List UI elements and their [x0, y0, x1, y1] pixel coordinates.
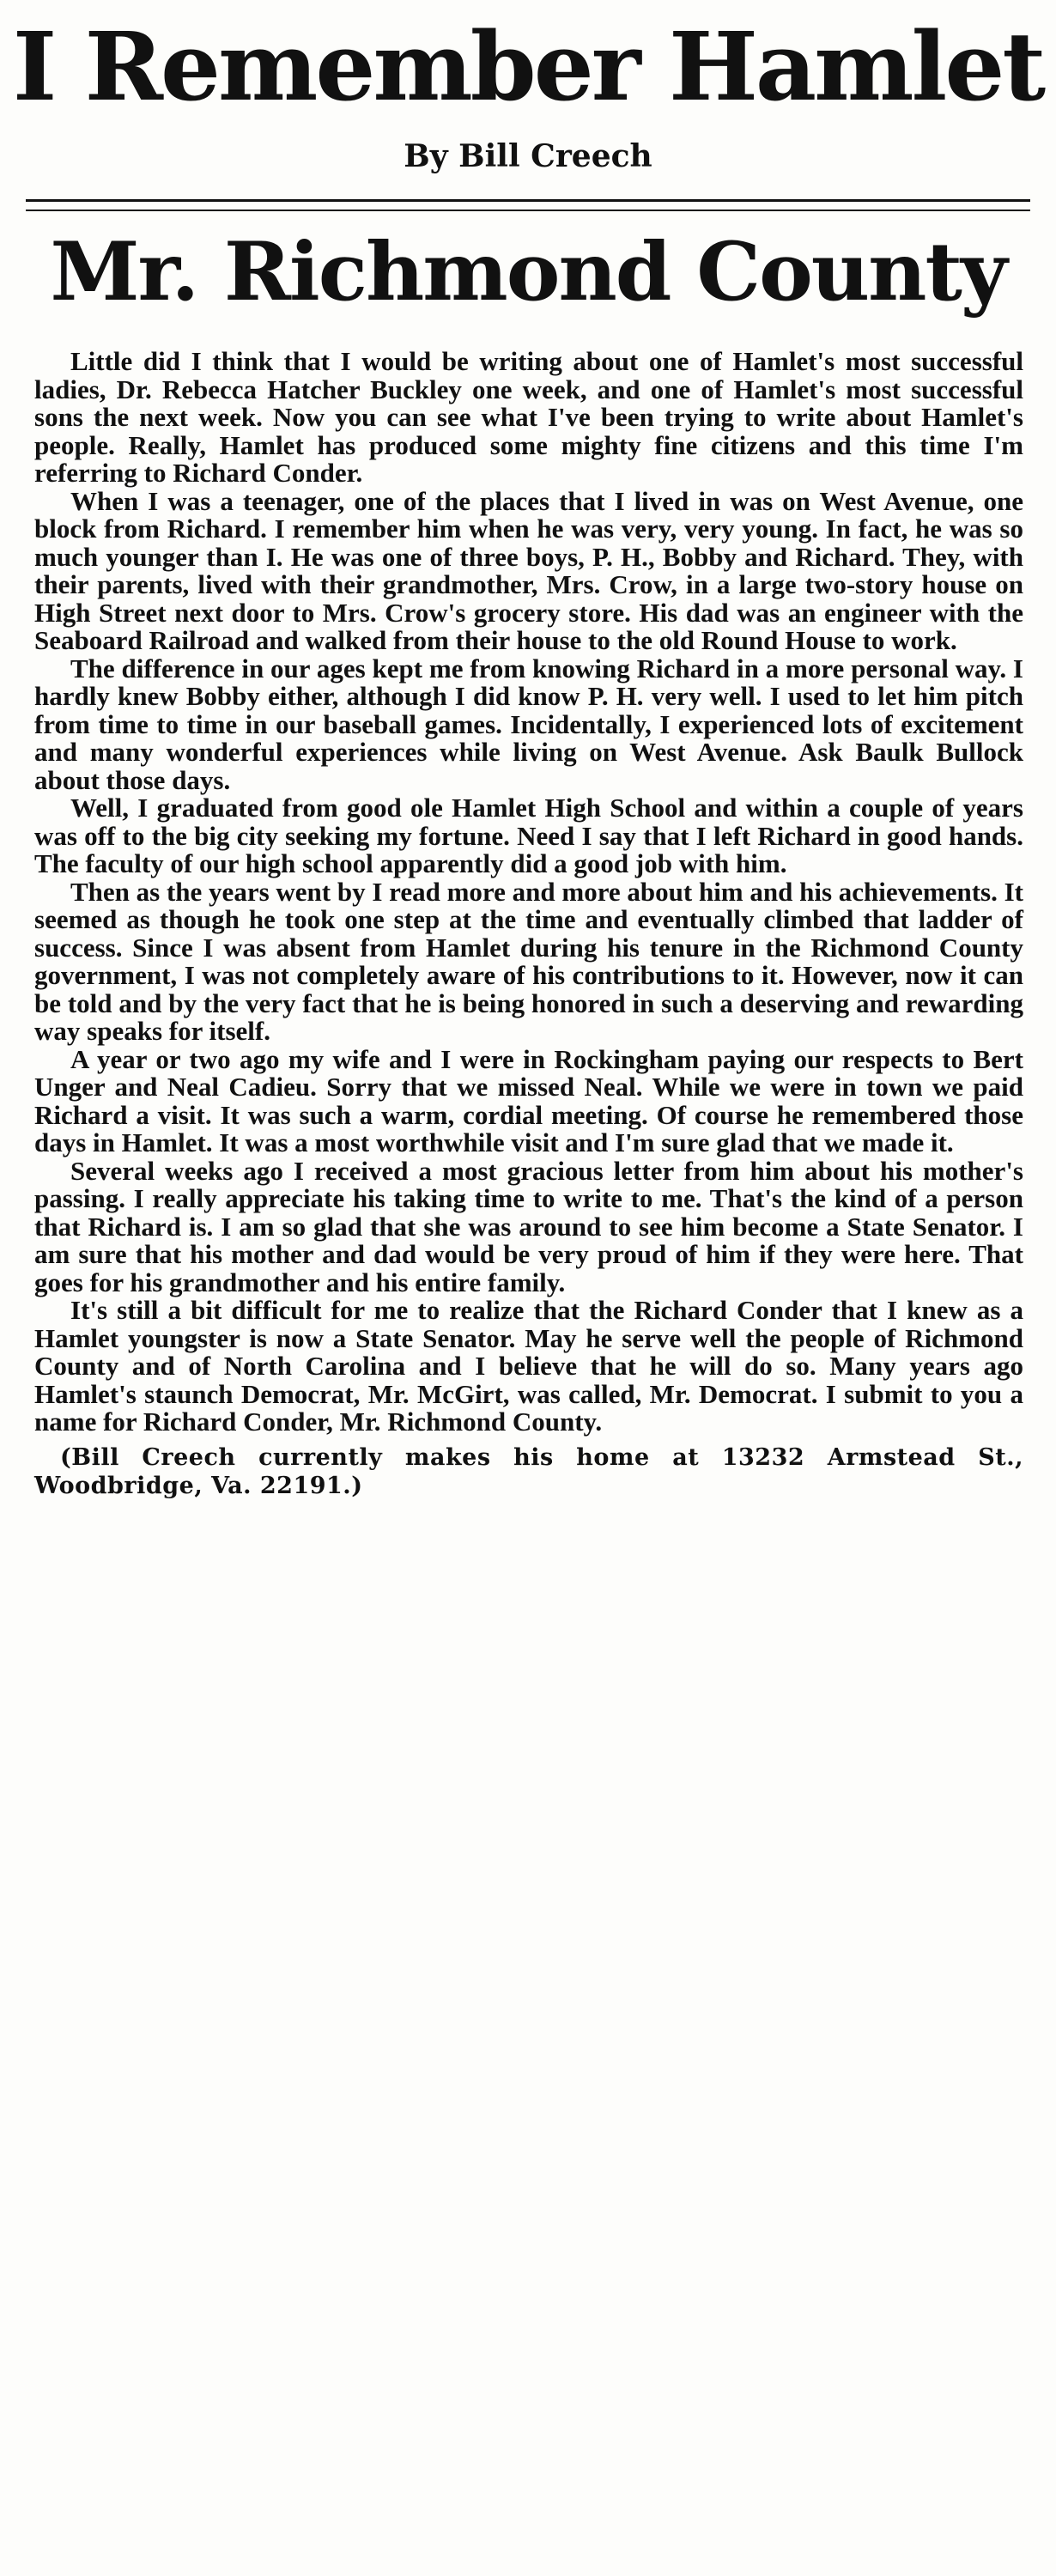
- paragraph: The difference in our ages kept me from knowing Richard in a more personal way. I hardly knew Bobby either, although I did know P. H. very well. I used to let him pitch from time to time in our baseball games. Incidentally, I experienced lots of excitement and many wonderful experiences while living on West Avenue. Ask Baulk Bullock about those days.: [34, 653, 1023, 795]
- double-rule-top: [26, 199, 1030, 202]
- double-rule-bottom: [26, 210, 1030, 211]
- paragraph: Little did I think that I would be writing about one of Hamlet's most successful ladies, Dr. Rebecca Hatcher Buckley one week, and one of Hamlet's most successful sons the next week. Now you can see what I've been trying to write about Hamlet's people. Really, Hamlet has produced some mighty fine citizens and this time I'm referring to Richard Conder.: [34, 346, 1023, 488]
- byline: By Bill Creech: [404, 138, 652, 174]
- paragraph: Several weeks ago I received a most gracious letter from him about his mother's passing. I really appreciate his taking time to write to me. That's the kind of a person that Richard is. I am so glad that she was around to see him become a State Senator. I am sure that his mother and dad would be very proud of him if they were here. That goes for his grandmother and his entire family.: [34, 1155, 1023, 1297]
- paragraph: When I was a teenager, one of the places that I lived in was on West Avenue, one block from Richard. I remember him when he was very, very young. In fact, he was so much younger than I. He was one of three boys, P. H., Bobby and Richard. They, with their parents, lived with their grandmother, Mrs. Crow, in a large two-story house on High Street next door to Mrs. Crow's grocery store. His dad was an engineer with the Seaboard Railroad and walked from their house to the old Round House to work.: [34, 485, 1023, 655]
- paragraph: Well, I graduated from good ole Hamlet High School and within a couple of years was off to the big city seeking my fortune. Need I say that I left Richard in good hands. The faculty of our high school apparently did a good job with him.: [34, 793, 1023, 878]
- paragraph: It's still a bit difficult for me to realize that the Richard Conder that I knew as a Hamlet youngster is now a State Senator. May he serve well the people of Richmond County and of North Carolina and I believe that he will do so. Many years ago Hamlet's staunch Democrat, Mr. McGirt, was called, Mr. Democrat. I submit to you a name for Richard Conder, Mr. Richmond County.: [34, 1295, 1023, 1437]
- author-note: (Bill Creech currently makes his home at 13232 Armstead St., Woodbridge, Va. 22191.): [34, 1443, 1023, 1499]
- article-headline: Mr. Richmond County: [50, 225, 1006, 319]
- paragraph: A year or two ago my wife and I were in Rockingham paying our respects to Bert Unger and Neal Cadieu. Sorry that we missed Neal. While we were in town we paid Richard a visit. It was such a warm, cordial meeting. Of course he remembered those days in Hamlet. It was a most worthwhile visit and I'm sure glad that we made it.: [34, 1043, 1023, 1157]
- paragraph: Then as the years went by I read more and more about him and his achievements. It seemed as though he took one step at the time and eventually climbed that ladder of success. Since I was absent from Hamlet during his tenure in the Richmond County government, I was not completely aware of his contributions to it. However, now it can be told and by the very fact that he is being honored in such a deserving and rewarding way speaks for itself.: [34, 876, 1024, 1046]
- article-body: [34, 348, 1023, 1500]
- column-title: I Remember Hamlet: [12, 11, 1044, 122]
